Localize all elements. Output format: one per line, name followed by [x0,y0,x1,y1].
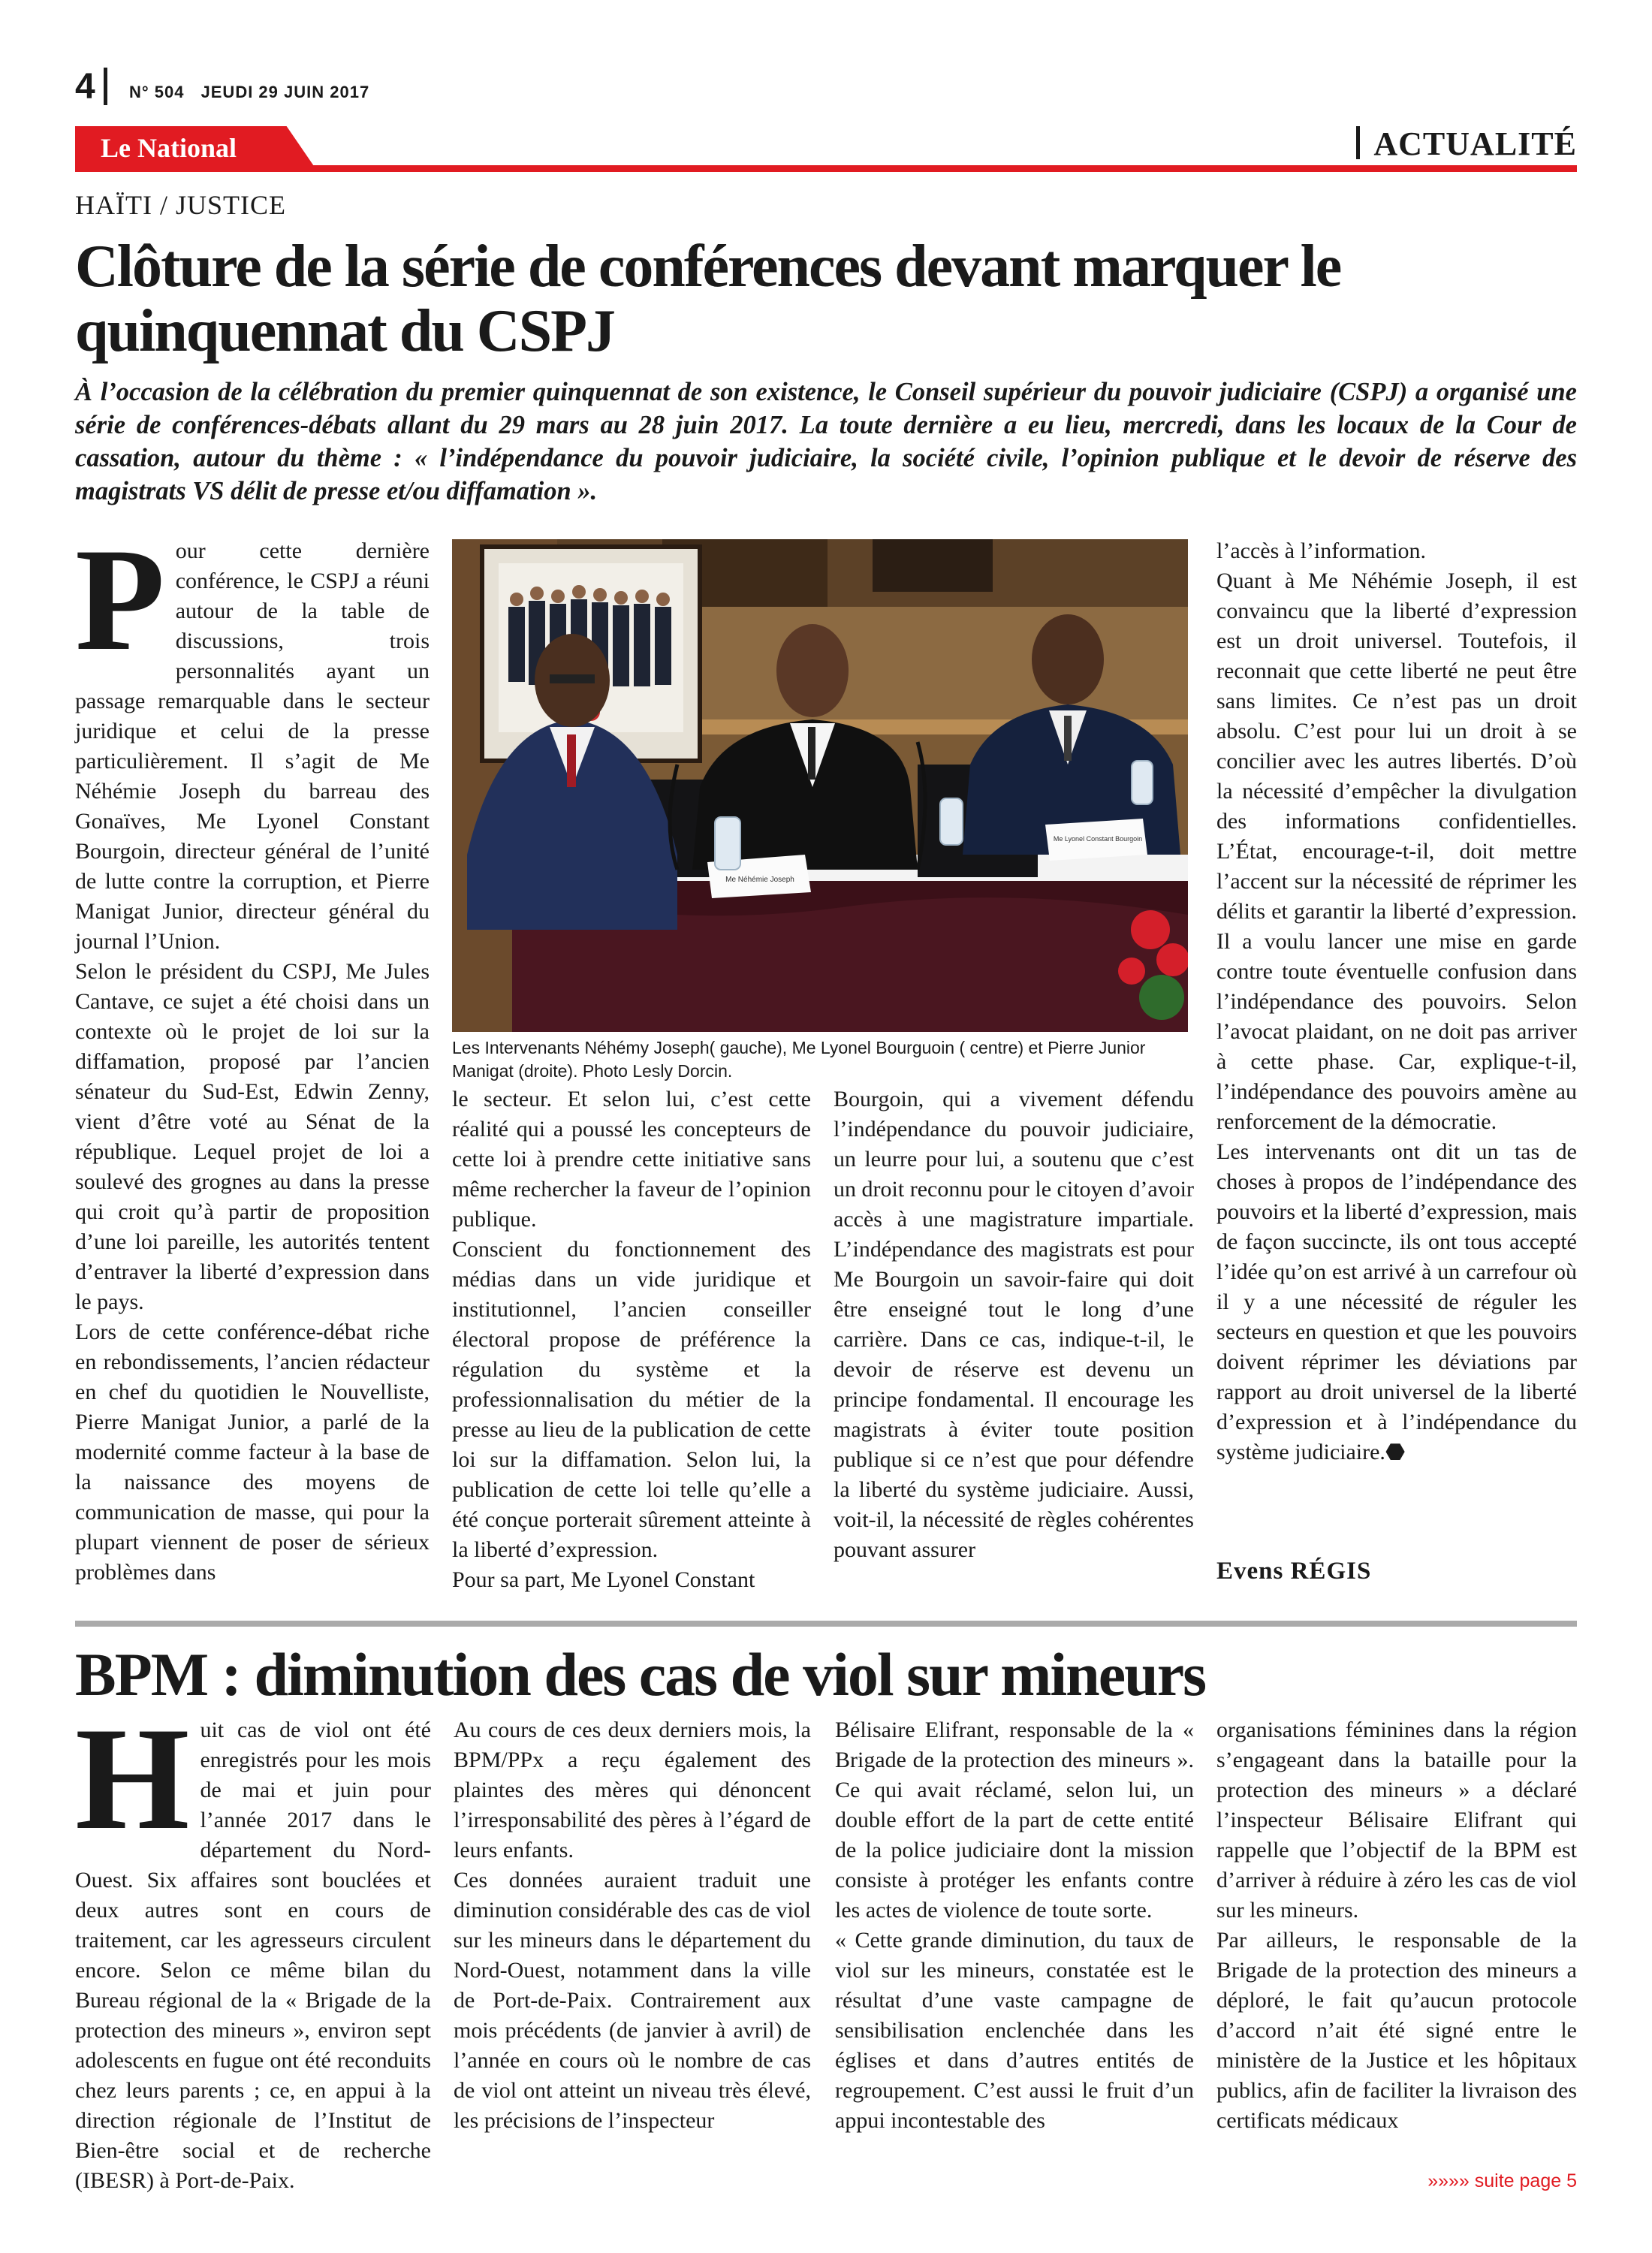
article-headline: Clôture de la série de conférences devant marquer le quinquennat du CSPJ [75,234,1341,364]
issue-date: JEUDI 29 JUIN 2017 [200,83,370,101]
article-paragraph: Par ailleurs, le responsable de la Brigade de la protection des mineurs a déploré, le fait qu’aucun protocole d’accord n’ait été signé entre le ministère de la Justice et les hôpitaux publics, afin de faciliter la livraison des certificats médicaux [1216,1928,1577,2133]
article-paragraph: Selon le président du CSPJ, Me Jules Cantave, ce sujet a été choisi dans un contexte où le projet de loi sur la diffamation, proposé par l’ancien sénateur du Sud-Est, Edwin Zenny, vient d’être voté au Sénat de la république. Lequel projet de loi a soulevé des grognes au dans la presse qui croit qu’à partir de proposition d’une loi pareille, les autorités tentent d’entraver la liberté d’expression dans le pays. [75,959,430,1314]
article-paragraph: Au cours de ces deux derniers mois, la BPM/PPx a reçu également des plaintes des mères qui dénoncent l’irresponsabilité des pères à l’égard de leurs enfants. [454,1718,811,1862]
article-divider [75,1621,1577,1627]
issue-line [129,83,386,102]
article-column-3 [834,1084,1194,1565]
section-bar [1356,126,1360,159]
drop-cap: H [75,1697,190,1860]
drop-cap: P [75,518,165,681]
article-2-headline: BPM : diminution des cas de viol sur mineurs [75,1640,1206,1709]
article-2-column-3 [835,1715,1194,2136]
article-kicker: HAÏTI / JUSTICE [75,190,286,220]
article-paragraph: Lors de cette conférence-débat riche en rebondissements, l’ancien rédacteur en chef du quotidien le Nouvelliste, Pierre Manigat Junior, a parlé de la modernité comme facteur à la base de la naissance des moyens de communication de masse, qui pour la plupart viennent de poser de sérieux problèmes dans [75,1320,430,1585]
issue-number: N° 504 [129,83,185,101]
page-number: 4 [75,67,95,107]
article-paragraph: le secteur. Et selon lui, c’est cette réalité qui a poussé les concepteurs de cette loi à prendre cette initiative sans même rechercher la faveur de l’opinion publique. [452,1087,811,1232]
page-number-separator [104,68,107,105]
panel-photo-illustration [452,539,1188,1032]
photo-caption: Les Intervenants Néhémy Joseph( gauche), Me Lyonel Bourguoin ( centre) et Pierre Junior Manigat (droite). Photo Lesly Dorcin. [452,1038,1146,1081]
article-paragraph: Bourgoin, qui a vivement défendu l’indépendance du pouvoir judiciaire, un leurre pour lui, a soutenu que c’est un droit reconnu pour le citoyen d’avoir accès à une magistrature impartiale. L’indépendance des magistrats est pour Me Bourgoin un savoir-faire qui doit être enseigné tout le long d’une carrière. Dans ce cas, indique-t-il, le devoir de réserve est devenu un principe fondamental. Il encourage les magistrats à éviter toute position publique si ce n’est que pour défendre la liberté du système judiciaire. Aussi, voit-il, la nécessité de règles cohérentes pouvant assurer [834,1087,1194,1562]
header-rule [75,165,1577,172]
section-heading [1356,125,1577,163]
article-lead: À l’occasion de la célébration du premier quinquennat de son existence, le Conseil supérieur du pouvoir judiciaire (CSPJ) a organisé une série de conférences-débats allant du 29 mars au 28 juin 2017. La toute dernière a eu lieu, mercredi, dans les locaux de la Cour de cassation, autour du thème : « l’indépendance du pouvoir judiciaire, la société civile, l’opinion publique et le devoir de réserve des magistrats VS délit de presse et/ou diffamation ». [75,378,1577,505]
end-mark-icon: ⬣ [1385,1440,1406,1464]
article-paragraph: organisations féminines dans la région s’engageant dans la bataille pour la protection des mineurs » a déclaré l’inspecteur Bélisaire Elifrant qui rappelle que l’objectif de la BPM est d’arriver à réduire à zéro les cas de viol sur les mineurs. [1216,1718,1577,1923]
article-2-column-1 [75,1697,431,2196]
article-paragraph: Ces données auraient traduit une diminution considérable des cas de viol sur les mineurs dans le département du Nord-Ouest, notamment dans la ville de Port-de-Paix. Contrairement aux mois précédents (de janvier à avril) de l’année en cours où le nombre de cas de viol ont atteint un niveau très élevé, les précisions de l’inspecteur [454,1868,811,2133]
article-paragraph: « Cette grande diminution, du taux de viol sur les mineurs, constatée est le résultat d’une vaste campagne de sensibilisation enclenchée dans les églises et dans d’autres entités de regroupement. C’est aussi le fruit d’un appui incontestable des [835,1928,1194,2133]
article-paragraph: Pour cette dernière conférence, le CSPJ a réuni autour de la table de discussions, trois personnalités ayant un passage remarquable dans le secteur juridique et celui de la presse particulièrement. Il s’agit de Me Néhémie Joseph du barreau des Gonaïves, Me Lyonel Constant Bourgoin, directeur général de l’unité de lutte contre la corruption, et Pierre Manigat Junior, directeur général du journal l’Union. [75,518,430,954]
article-paragraph: Bélisaire Elifrant, responsable de la « Brigade de la protection des mineurs ». Ce qui avait réclamé, selon lui, un double effort de la part de cette entité de la police judiciaire dont la mission consiste à protéger les enfants contre les actes de violence de toute sorte. [835,1718,1194,1923]
article-2-column-2 [454,1715,811,2136]
article-paragraph: Quant à Me Néhémie Joseph, il est convaincu que la liberté d’expression est un droit universel. Toutefois, il reconnait que cette liberté ne peut être sans limites. Ce n’est pas un droit absolu. C’est pour lui un droit à se concilier avec les autres libertés. D’où la nécessité d’empêcher la divulgation des informations confidentielles. L’État, encourage-t-il, doit mettre l’accent sur la nécessité de réprimer les délits et garantir la liberté d’expression. Il a voulu lancer une mise en garde contre toute éventuelle confusion dans l’indépendance des pouvoirs. Selon l’avocat plaidant, on ne doit pas arriver à cette phase. Car, explique-t-il, l’indépendance des pouvoirs amène au renforcement de la démocratie. [1216,569,1577,1134]
article-paragraph: Pour sa part, Me Lyonel Constant [452,1567,755,1592]
placard-left: Me Néhémie Joseph [725,876,794,884]
brand-name: Le National [101,133,237,163]
article-2-column-4 [1216,1715,1577,2136]
article-paragraph: Les intervenants ont dit un tas de choses à propos de l’indépendance des pouvoirs et la liberté d’expression, mais de façon succincte, ils ont tous accepté l’idée qu’on est arrivé à un carrefour où il y a une nécessité de réguler les secteurs en question et que les pouvoirs doivent réprimer les déviations par rapport au droit universel de la liberté d’expression et à l’indépendance du système judiciaire.⬣ [1216,1139,1577,1464]
continued-on-page-link[interactable]: »»»» suite page 5 [1427,2170,1577,2191]
article-paragraph: Huit cas de viol ont été enregistrés pour les mois de mai et juin pour l’année 2017 dans le département du Nord-Ouest. Six affaires sont bouclées et deux autres sont en cours de traitement, car les agresseurs circulent encore. Selon ce même bilan du Bureau régional de la « Brigade de la protection des mineurs », environ sept adolescents en fugue ont été reconduits chez leurs parents ; ce, en appui à la direction régionale de l’Institut de Bien-être social et de recherche (IBESR) à Port-de-Paix. [75,1697,431,2193]
article-author: Evens RÉGIS [1216,1558,1372,1585]
placard-right: Me Lyonel Constant Bourgoin [1053,835,1143,843]
article-column-2 [452,1084,811,1595]
article-paragraph: Conscient du fonctionnement des médias dans un vide juridique et institutionnel, l’ancien conseiller électoral propose de préférence la régulation du système et la professionnalisation du métier de la presse au lieu de la publication de cette loi sur la diffamation. Selon lui, la publication de cette loi telle qu’elle a été conçue porterait sûrement atteinte à la liberté d’expression. [452,1237,811,1562]
article-column-1 [75,518,430,1588]
article-column-4 [1216,536,1577,1467]
article-paragraph: l’accès à l’information. [1216,538,1427,563]
section-label: ACTUALITÉ [1373,125,1577,162]
article-photo [452,539,1188,1032]
